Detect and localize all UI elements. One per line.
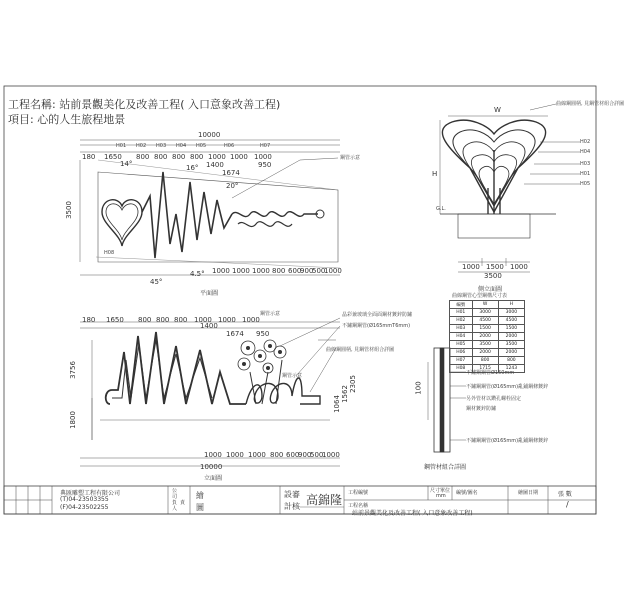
plan-bottom-dim: 900 [300,267,314,275]
elev-bottom-dim: 1000 [226,451,244,459]
pipe-caption: 鋼管材組合詳圖 [424,464,467,471]
plan-angle: 20° [226,182,239,190]
side-sub-dim: 1000 [510,263,528,271]
plan-top-dim: 800 [172,153,186,161]
plan-top-dim: 1000 [208,153,226,161]
project-code-label: 工程編號 [348,490,369,496]
elev-right-dim: 2305 [348,375,357,393]
plan-node-label: H06 [224,143,235,149]
side-node-label: H01 [580,171,591,177]
plan-top-dim: 1000 [254,153,272,161]
signature: 高錦隆 [306,493,343,507]
legend-cell: H07 [450,357,473,365]
legend-cell: 1715 [472,365,498,373]
side-node-label: H03 [580,161,591,167]
plan-top-dim: 800 [136,153,150,161]
plan-bottom-dim: 1000 [252,267,270,275]
legend-cell: H02 [450,317,473,325]
legend-row [450,317,525,325]
pipe-dim: 100 [414,381,423,395]
legend-cell: 3500 [498,341,524,349]
legend-cell: 1500 [472,325,498,333]
elev-bottom-dim: 900 [298,451,312,459]
legend-row [450,349,525,357]
side-node-label: H05 [580,181,591,187]
legend-header: H [498,301,524,309]
legend-cell: 1243 [498,365,524,373]
elev-top-dim: 800 [174,316,188,324]
legend-row [450,357,525,365]
stamp-char: 公 [172,488,178,494]
side-view [440,104,580,272]
elev-bottom-dim: 800 [270,451,284,459]
elev-base-height: 1800 [68,411,77,429]
plan-angle: 4.5° [190,270,205,278]
elev-top-dim: 800 [156,316,170,324]
elev-second-dim: 950 [256,330,270,338]
size-unit-label: 尺寸單位 [430,488,451,494]
plan-node-label: H05 [196,143,207,149]
plan-node-label: H04 [176,143,187,149]
legend-cell: 3000 [498,309,524,317]
legend-cell: H01 [450,309,473,317]
plan-overall-width: 10000 [198,131,221,139]
plan-bottom-dim: 1000 [232,267,250,275]
legend-cell: 800 [472,357,498,365]
legend-cell: 4500 [472,317,498,325]
side-node-label: H04 [580,149,591,155]
side-sub-dim: 1000 [462,263,480,271]
plan-bottom-dim: 1000 [212,267,230,275]
plan-bottom-dim: 1000 [324,267,342,275]
plan-top-dim: 1650 [104,153,122,161]
plan-bottom-dim: 800 [272,267,286,275]
legend-cell: H04 [450,333,473,341]
plan-angle: 16° [186,164,199,172]
legend-header: 編號 [450,301,473,309]
pipe-note: 鋼材鍍鋅防鏽 [466,406,497,412]
legend-table [449,300,525,373]
plan-top-dim: 180 [82,153,96,161]
side-note: 曲線鋼圓柄, 見鋼管材組合詳圖 [556,101,624,107]
drawing-label: 繪 [196,491,204,500]
elev-bottom-dim: 1000 [248,451,266,459]
elev-right-dim: 1562 [340,385,349,403]
project-name-label: 工程名稱 [348,503,369,509]
elev-top-dim: 1000 [194,316,212,324]
elev-height-total: 3756 [68,361,77,379]
plan-note: 鋼管示意 [340,155,361,161]
legend-row [450,325,525,333]
legend-cell: 2000 [472,333,498,341]
pipe-note: 另外管材以鑽孔螺栓固定 [466,396,522,402]
legend-cell: 2000 [472,349,498,357]
side-caption: 側立面圖 [478,286,503,293]
elev-top-dim: 1000 [242,316,260,324]
elev-note: 晶彩兼玻璃全面面鋼材鍍鋅防鏽 [342,312,413,318]
plan-side-label: H08 [104,250,115,256]
plan-bottom-dim: 600 [288,267,302,275]
project-title: 工程名稱: 站前景觀美化及改善工程( 入口意象改善工程) [8,98,281,111]
side-height-label: H [432,170,438,178]
legend-cell: 4500 [498,317,524,325]
company-fax: (F)04-23502255 [60,504,109,511]
pipe-note: 不鏽鋼鋼管(Ø165mm)亂鋪鋼條鍍鋅 [466,384,549,390]
legend-header: W [472,301,498,309]
legend-cell: H08 [450,365,473,373]
project-name-value: 站前景觀美化及改善工程( 入口意象改善工程) [352,510,473,517]
sheet-label: 張 數 [558,491,572,498]
elev-top-dim: 1000 [218,316,236,324]
elev-top-dim: 800 [138,316,152,324]
legend-cell: 3000 [472,309,498,317]
elev-top-dim: 1650 [106,316,124,324]
legend-title: 曲線鋼管心型鋼構尺寸表 [452,293,508,299]
plan-second-dim: 950 [258,161,272,169]
elev-bottom-dim: 1000 [322,451,340,459]
elev-note: 鋼管示意 [260,311,281,317]
plan-bottom-dim: 500 [312,267,326,275]
elev-caption: 立面圖 [204,475,223,482]
plan-angle: 45° [150,278,163,286]
plan-top-dim: 1000 [230,153,248,161]
elev-note: 鋼管示意 [282,373,303,379]
elev-note: 曲線鋼圓柄, 見鋼管材組合詳圖 [326,347,395,353]
legend-cell: H06 [450,349,473,357]
elevation-view [80,318,340,466]
stamp-char: 責 [180,500,186,506]
plan-top-dim: 800 [190,153,204,161]
plan-angle: 14° [120,160,133,168]
side-sub-dim: 1500 [486,263,504,271]
elev-second-dim: 1400 [200,322,218,330]
plan-second-dim: 1400 [206,161,224,169]
plan-node-label: H03 [156,143,167,149]
stamp-char: 負 [172,500,178,506]
plan-second-dim: 1674 [222,169,240,177]
elev-bottom-dim: 500 [310,451,324,459]
elev-bottom-dim: 1000 [204,451,222,459]
elev-bottom-dim: 600 [286,451,300,459]
legend-cell: 1500 [498,325,524,333]
plan-caption: 平面圖 [200,290,219,297]
plan-node-label: H07 [260,143,271,149]
side-base-dim: 3500 [484,272,502,280]
pipe-note: 不鏽鋼鋼管Ø150mm [466,370,515,376]
plan-overall-depth: 3500 [64,201,73,219]
side-width-label: W [494,106,501,114]
date-label: 繪圖日期 [518,490,539,496]
drawing-label-2: 圖 [196,503,204,512]
plan-top-dim: 800 [154,153,168,161]
project-item: 項目: 心的人生旅程地景 [8,113,126,126]
legend-row [450,341,525,349]
elev-overall-width: 10000 [200,463,223,471]
plan-node-label: H02 [136,143,147,149]
stamp-char: 司 [172,494,178,500]
company-name: 典匯雕塑工程有限公司 [60,490,121,497]
plan-node-label: H01 [116,143,127,149]
legend-cell: 800 [498,357,524,365]
size-unit-value: mm [436,493,446,499]
legend-header-row [450,301,525,309]
elev-top-dim: 180 [82,316,96,324]
sheet-value: / [566,500,569,509]
legend-cell: 2000 [498,333,524,341]
legend-cell: 3500 [472,341,498,349]
legend-cell: 2000 [498,349,524,357]
legend-row [450,333,525,341]
pipe-note: 不鏽鋼鋼管(Ø165mm)亂鋪鋼條鍍鋅 [466,438,549,444]
drawing-no-label: 編號/圖名 [456,490,478,496]
stamp-char: 人 [172,506,178,512]
side-ground-label: G.L. [436,206,446,212]
legend-cell: H03 [450,325,473,333]
legend-row [450,309,525,317]
legend-cell: H05 [450,341,473,349]
elev-right-dim: 1064 [332,395,341,413]
design-verify-label: 計核 [284,502,300,511]
elev-second-dim: 1674 [226,330,244,338]
company-tel: (T)04-23503355 [60,496,109,503]
side-node-label: H02 [580,139,591,145]
elev-note: 不鏽鋼鋼管(Ø165mmT6mm) [342,323,411,329]
design-review-label: 設審 [284,490,300,499]
